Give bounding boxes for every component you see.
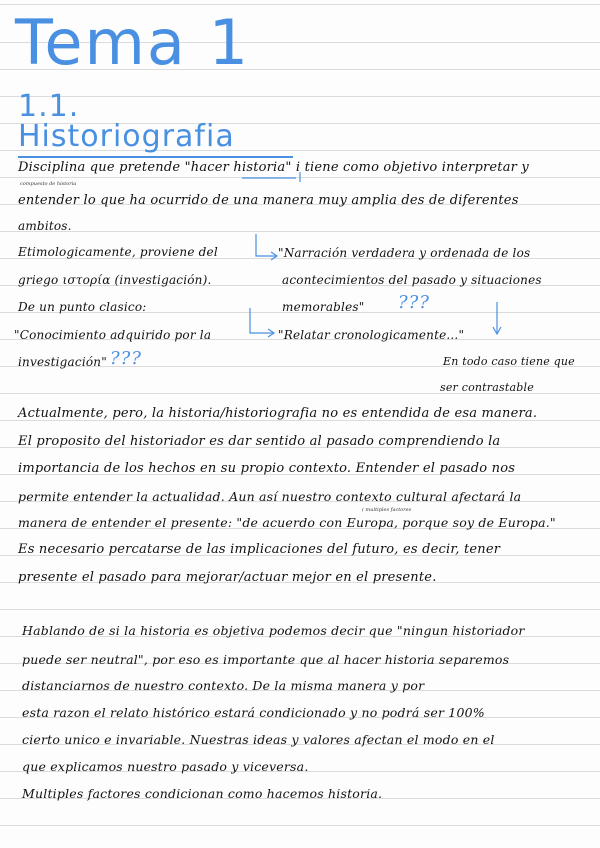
arrowhead-icon <box>493 327 501 334</box>
arrow-right-icon <box>256 234 276 256</box>
margin-note: ( multiples factores <box>362 507 412 513</box>
text-line: griego ιστορία (investigación). <box>18 273 212 287</box>
text-line: importancia de los hechos en su propio contexto. Entender el pasado nos <box>18 461 516 476</box>
text-line: "Conocimiento adquirido por la <box>14 328 212 342</box>
text-line: Multiples factores condicionan como hacemos historia. <box>22 786 383 801</box>
page-title: Tema 1 <box>15 6 251 79</box>
text-line: "Narración verdadera y ordenada de los <box>278 246 531 260</box>
text-line: entender lo que ha ocurrido de una manera muy amplia des de diferentes <box>18 193 519 208</box>
text-line: Disciplina que pretende "hacer historia" i tiene como objetivo interpretar y <box>18 160 529 175</box>
text-line: El proposito del historiador es dar sentido al pasado comprendiendo la <box>18 434 501 449</box>
text-line: En todo caso tiene que <box>443 355 575 368</box>
text-line: ser contrastable <box>440 381 534 394</box>
text-line: presente el pasado para mejorar/actuar mejor en el presente. <box>18 570 437 585</box>
question-marks: ??? <box>398 292 430 313</box>
arrowhead-icon <box>268 329 274 337</box>
text-line: Actualmente, pero, la historia/historiografia no es entendida de esa manera. <box>18 406 538 421</box>
section-heading: 1.1. Historiografia <box>18 92 293 158</box>
text-line: ambitos. <box>18 219 72 233</box>
margin-note: compuesto de historia <box>20 181 77 187</box>
text-line: distanciarnos de nuestro contexto. De la misma manera y por <box>22 678 425 693</box>
text-line: memorables" <box>282 300 365 314</box>
text-line: De un punto clasico: <box>18 300 147 314</box>
text-line: investigación" <box>18 355 107 369</box>
text-line: acontecimientos del pasado y situaciones <box>282 273 542 287</box>
arrowhead-icon <box>271 252 277 260</box>
text-line: cierto unico e invariable. Nuestras ideas y valores afectan el modo en el <box>22 732 495 747</box>
question-marks: ??? <box>110 348 142 369</box>
arrow-right-icon <box>250 308 273 333</box>
text-line: manera de entender el presente: "de acuerdo con Europa, porque soy de Europa." <box>18 515 556 530</box>
text-line: Hablando de si la historia es objetiva podemos decir que "ningun historiador <box>22 623 525 638</box>
text-line: permite entender la actualidad. Aun así nuestro contexto cultural afectará la <box>18 489 522 504</box>
text-line: Etimologicamente, proviene del <box>18 245 218 259</box>
text-line: esta razon el relato histórico estará condicionado y no podrá ser 100% <box>22 705 485 720</box>
text-line: que explicamos nuestro pasado y viceversa. <box>22 759 309 774</box>
text-line: Es necesario percatarse de las implicaciones del futuro, es decir, tener <box>18 542 501 557</box>
text-line: "Relatar cronologicamente..." <box>278 328 465 342</box>
text-line: puede ser neutral", por eso es importante que al hacer historia separemos <box>22 652 510 667</box>
